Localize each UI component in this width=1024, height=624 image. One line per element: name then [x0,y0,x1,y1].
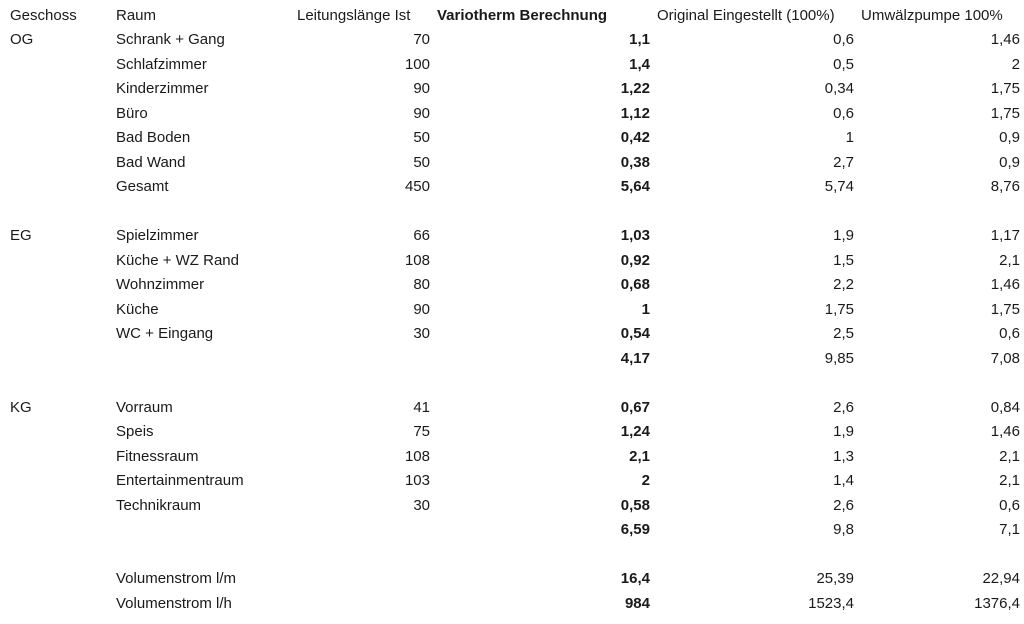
raum-cell[interactable]: Entertainmentraum [116,472,244,489]
variotherm-cell[interactable]: 0,54 [620,325,650,342]
original-cell[interactable]: 0,34 [824,80,854,97]
table-row [0,593,1024,615]
geschoss-cell[interactable]: OG [10,31,34,48]
geschoss-cell[interactable]: KG [10,399,32,416]
original-cell[interactable]: 2,2 [833,276,854,293]
umwaelzpumpe-cell[interactable]: 0,9 [999,154,1020,171]
table-row [0,348,1024,370]
header-leitungslaenge[interactable]: Leitungslänge Ist [297,7,411,24]
leitungslaenge-cell[interactable]: 90 [413,105,430,122]
leitungslaenge-cell[interactable]: 90 [413,80,430,97]
table-row [0,299,1024,321]
variotherm-cell[interactable]: 0,58 [620,497,650,514]
table-row [0,127,1024,149]
leitungslaenge-cell[interactable]: 50 [413,154,430,171]
raum-cell[interactable]: Vorraum [116,399,173,416]
umwaelzpumpe-cell[interactable]: 1,46 [990,423,1020,440]
variotherm-cell[interactable]: 1,03 [620,227,650,244]
umwaelzpumpe-cell[interactable]: 2,1 [999,448,1020,465]
original-cell[interactable]: 1,9 [833,423,854,440]
leitungslaenge-cell[interactable] [280,201,430,223]
leitungslaenge-cell[interactable] [280,568,430,590]
umwaelzpumpe-cell[interactable]: 0,84 [990,399,1020,416]
original-cell[interactable]: 1,9 [833,227,854,244]
table-row [0,568,1024,590]
variotherm-cell[interactable]: 0,68 [620,276,650,293]
umwaelzpumpe-cell[interactable]: 1,46 [990,31,1020,48]
table-row [0,201,1024,223]
table-row [0,495,1024,517]
raum-cell[interactable]: Schrank + Gang [116,31,225,48]
umwaelzpumpe-cell[interactable]: 0,6 [999,497,1020,514]
variotherm-cell[interactable]: 984 [624,595,650,612]
raum-cell[interactable]: Volumenstrom l/h [116,595,232,612]
umwaelzpumpe-cell[interactable]: 1,75 [990,80,1020,97]
variotherm-cell[interactable]: 1,12 [620,105,650,122]
table-row [0,152,1024,174]
table-row [0,274,1024,296]
variotherm-cell[interactable]: 0,42 [620,129,650,146]
raum-cell[interactable]: Volumenstrom l/m [116,570,237,587]
original-cell[interactable]: 1,3 [833,448,854,465]
table-row [0,78,1024,100]
table-row [0,54,1024,76]
variotherm-cell[interactable]: 2 [641,472,650,489]
variotherm-cell[interactable]: 0,67 [620,399,650,416]
header-geschoss[interactable]: Geschoss [10,7,77,24]
raum-cell[interactable]: Speis [116,423,154,440]
original-cell[interactable]: 25,39 [816,570,854,587]
original-cell[interactable]: 2,5 [833,325,854,342]
umwaelzpumpe-cell[interactable]: 1,75 [990,301,1020,318]
header-row [0,5,1024,27]
raum-cell[interactable]: Fitnessraum [116,448,199,465]
variotherm-cell[interactable]: 0,92 [620,252,650,269]
table-row [0,544,1024,566]
table-row [0,103,1024,125]
raum-cell[interactable]: WC + Eingang [116,325,214,342]
leitungslaenge-cell[interactable]: 66 [413,227,430,244]
table-row [0,29,1024,51]
header-umwaelzpumpe[interactable]: Umwälzpumpe 100% [861,7,1003,24]
leitungslaenge-cell[interactable]: 450 [404,178,430,195]
umwaelzpumpe-cell[interactable]: 1376,4 [974,595,1020,612]
umwaelzpumpe-cell[interactable] [860,544,1020,566]
original-cell[interactable]: 9,85 [824,350,854,367]
raum-cell[interactable]: Kinderzimmer [116,80,209,97]
leitungslaenge-cell[interactable]: 108 [404,448,430,465]
raum-cell[interactable]: Gesamt [116,178,169,195]
umwaelzpumpe-cell[interactable]: 8,76 [990,178,1020,195]
umwaelzpumpe-cell[interactable]: 0,9 [999,129,1020,146]
leitungslaenge-cell[interactable]: 50 [413,129,430,146]
umwaelzpumpe-cell[interactable]: 7,1 [999,521,1020,538]
header-raum[interactable]: Raum [116,7,157,24]
original-cell[interactable]: 1523,4 [808,595,854,612]
table-row [0,323,1024,345]
umwaelzpumpe-cell[interactable]: 2,1 [999,472,1020,489]
umwaelzpumpe-cell[interactable]: 2 [1011,56,1020,73]
original-cell[interactable]: 1,4 [833,472,854,489]
raum-cell[interactable]: Küche [116,301,159,318]
table-row [0,397,1024,419]
variotherm-cell[interactable]: 5,64 [620,178,650,195]
original-cell[interactable]: 2,6 [833,497,854,514]
variotherm-cell[interactable]: 4,17 [620,350,650,367]
table-row [0,470,1024,492]
table-row [0,250,1024,272]
leitungslaenge-cell[interactable]: 90 [413,301,430,318]
table-row [0,519,1024,541]
variotherm-cell[interactable] [436,544,650,566]
raum-cell[interactable]: Küche + WZ Rand [116,252,239,269]
raum-cell[interactable]: Bad Wand [116,154,186,171]
table-row [0,225,1024,247]
umwaelzpumpe-cell[interactable] [860,372,1020,394]
umwaelzpumpe-cell[interactable]: 1,17 [990,227,1020,244]
original-cell[interactable]: 5,74 [824,178,854,195]
variotherm-cell[interactable] [436,372,650,394]
leitungslaenge-cell[interactable] [280,348,430,370]
leitungslaenge-cell[interactable]: 103 [404,472,430,489]
original-cell[interactable]: 2,7 [833,154,854,171]
variotherm-cell[interactable] [436,201,650,223]
original-cell[interactable]: 0,5 [833,56,854,73]
leitungslaenge-cell[interactable] [280,544,430,566]
header-variotherm[interactable]: Variotherm Berechnung [437,7,608,24]
variotherm-cell[interactable]: 1,22 [620,80,650,97]
leitungslaenge-cell[interactable] [280,593,430,615]
original-cell[interactable] [654,544,854,566]
umwaelzpumpe-cell[interactable]: 1,75 [990,105,1020,122]
header-original[interactable]: Original Eingestellt (100%) [657,7,835,24]
umwaelzpumpe-cell[interactable]: 2,1 [999,252,1020,269]
leitungslaenge-cell[interactable]: 75 [413,423,430,440]
leitungslaenge-cell[interactable]: 70 [413,31,430,48]
original-cell[interactable]: 2,6 [833,399,854,416]
original-cell[interactable] [654,201,854,223]
leitungslaenge-cell[interactable]: 30 [413,497,430,514]
original-cell[interactable]: 1,5 [833,252,854,269]
original-cell[interactable] [654,372,854,394]
original-cell[interactable]: 0,6 [833,105,854,122]
umwaelzpumpe-cell[interactable]: 1,46 [990,276,1020,293]
variotherm-cell[interactable]: 2,1 [629,448,650,465]
umwaelzpumpe-cell[interactable]: 7,08 [990,350,1020,367]
geschoss-cell[interactable]: EG [10,227,32,244]
variotherm-cell[interactable]: 1,1 [629,31,650,48]
umwaelzpumpe-cell[interactable] [860,201,1020,223]
original-cell[interactable]: 0,6 [833,31,854,48]
raum-cell[interactable]: Technikraum [116,497,202,514]
raum-cell[interactable]: Büro [116,105,148,122]
leitungslaenge-cell[interactable] [280,372,430,394]
original-cell[interactable]: 1,75 [824,301,854,318]
raum-cell[interactable]: Bad Boden [116,129,191,146]
raum-cell[interactable]: Schlafzimmer [116,56,207,73]
leitungslaenge-cell[interactable]: 41 [413,399,430,416]
variotherm-cell[interactable]: 0,38 [620,154,650,171]
variotherm-cell[interactable]: 1,24 [620,423,650,440]
leitungslaenge-cell[interactable]: 108 [404,252,430,269]
umwaelzpumpe-cell[interactable]: 0,6 [999,325,1020,342]
raum-cell[interactable]: Wohnzimmer [116,276,205,293]
leitungslaenge-cell[interactable]: 100 [404,56,430,73]
table-row [0,421,1024,443]
original-cell[interactable]: 9,8 [833,521,854,538]
variotherm-cell[interactable]: 1,4 [629,56,650,73]
raum-cell[interactable]: Spielzimmer [116,227,199,244]
table-row [0,446,1024,468]
leitungslaenge-cell[interactable]: 80 [413,276,430,293]
umwaelzpumpe-cell[interactable]: 22,94 [982,570,1020,587]
table-row [0,176,1024,198]
variotherm-cell[interactable]: 1 [641,301,650,318]
leitungslaenge-cell[interactable] [280,519,430,541]
table-row [0,372,1024,394]
variotherm-cell[interactable]: 6,59 [620,521,650,538]
original-cell[interactable]: 1 [845,129,854,146]
variotherm-cell[interactable]: 16,4 [620,570,650,587]
leitungslaenge-cell[interactable]: 30 [413,325,430,342]
